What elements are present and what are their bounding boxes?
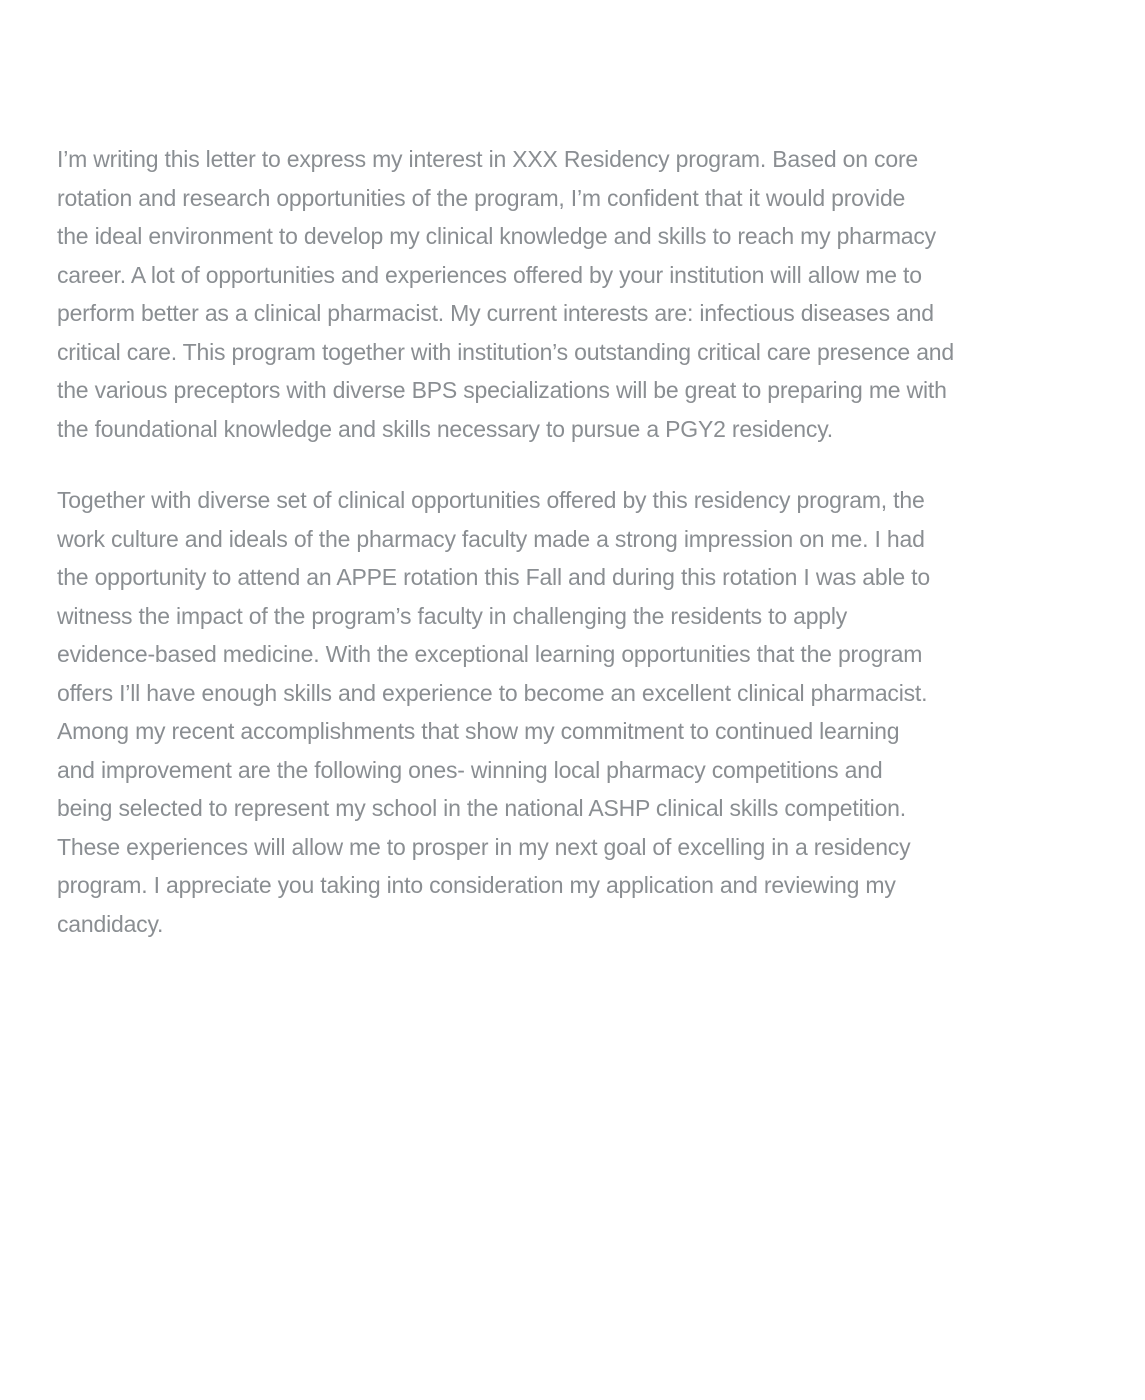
text-line: rotation and research opportunities of the program, I’m confident that it would provide xyxy=(57,184,906,211)
text-line: Among my recent accomplishments that show my commitment to continued learning xyxy=(57,718,900,744)
text-line: I’m writing this letter to express my interest in XXX Residency program. Based on core xyxy=(57,146,918,172)
text-line: critical care. This program together with institution’s outstanding critical care presence and xyxy=(57,338,954,365)
text-line: Together with diverse set of clinical opportunities offered by this residency program, the xyxy=(57,487,925,513)
text-line: program. I appreciate you taking into consideration my application and reviewing my xyxy=(57,872,896,898)
text-line: the foundational knowledge and skills necessary to pursue a PGY2 residency. xyxy=(57,415,833,442)
text-line: These experiences will allow me to prosper in my next goal of excelling in a residency xyxy=(57,833,911,860)
text-line: the ideal environment to develop my clinical knowledge and skills to reach my pharmacy xyxy=(57,223,936,249)
text-line: perform better as a clinical pharmacist. My current interests are: infectious diseases and xyxy=(57,300,934,326)
text-line: the opportunity to attend an APPE rotation this Fall and during this rotation I was able to xyxy=(57,564,930,590)
text-line: being selected to represent my school in the national ASHP clinical skills competition. xyxy=(57,795,906,821)
text-line: and improvement are the following ones- winning local pharmacy competitions and xyxy=(57,756,883,783)
text-line: candidacy. xyxy=(57,910,164,937)
letter-paragraph-1 xyxy=(57,140,1087,448)
text-line: the various preceptors with diverse BPS specializations will be great to preparing me with xyxy=(57,377,947,403)
text-line: offers I’ll have enough skills and experience to become an excellent clinical pharmacist. xyxy=(57,679,928,706)
text-line: career. A lot of opportunities and experiences offered by your institution will allow me to xyxy=(57,261,922,288)
text-line: witness the impact of the program’s faculty in challenging the residents to apply xyxy=(57,602,848,629)
letter-paragraph-2 xyxy=(57,481,1087,943)
text-line: work culture and ideals of the pharmacy faculty made a strong impression on me. I had xyxy=(57,525,925,552)
text-line: evidence-based medicine. With the exceptional learning opportunities that the program xyxy=(57,641,923,667)
